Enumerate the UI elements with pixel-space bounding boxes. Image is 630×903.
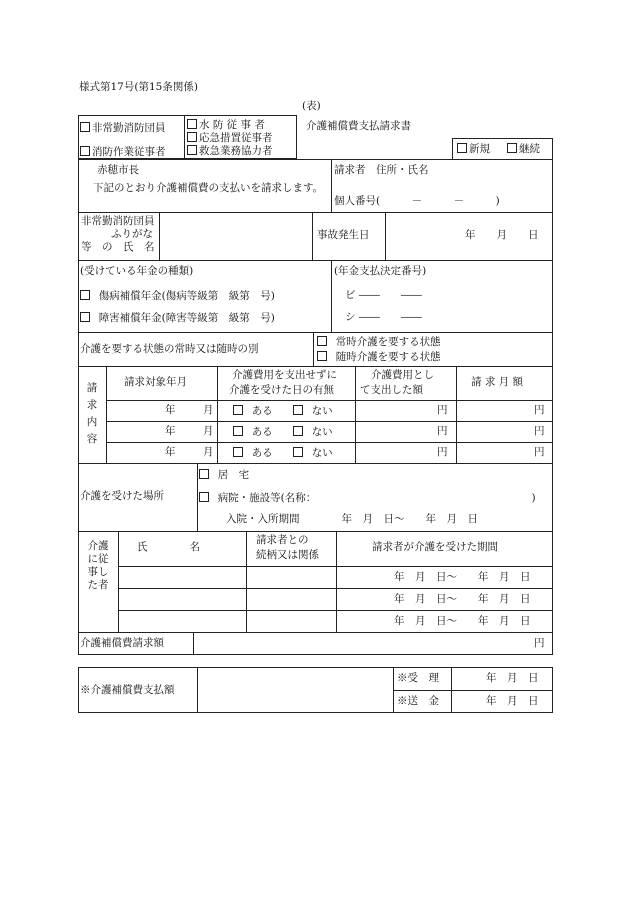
- place-facility-checkbox[interactable]: [199, 492, 536, 504]
- place-label: 介護を受けた場所: [80, 490, 164, 502]
- claim-row-amount-yen: 円: [437, 446, 448, 458]
- caregiver-col-relation-1: 請求者との: [256, 534, 309, 546]
- personal-number-field[interactable]: 個人番号( － － ): [334, 195, 500, 207]
- caregiver-col-period: 請求者が介護を受けた期間: [372, 541, 498, 553]
- addressee: 赤穂市長: [97, 164, 139, 176]
- caregiver-side-label: 介護に従事した者: [87, 540, 109, 591]
- caregiver-col-relation-2: 続柄又は関係: [256, 549, 319, 561]
- claim-col-month: 請求対象年月: [124, 376, 187, 388]
- request-body: 下記のとおり介護補償費の支払いを請求します。: [93, 182, 324, 194]
- category-emergency-checkbox[interactable]: [187, 132, 273, 144]
- claim-row-claim-yen: 円: [534, 425, 545, 437]
- claim-col-noexpense-1: 介護費用を支出せずに: [232, 369, 337, 381]
- category-flood-label: 水 防 従 事 者: [199, 119, 265, 131]
- pension-type-label: (受けている年金の種類): [80, 265, 194, 277]
- yes-label: ある: [251, 405, 273, 417]
- name-label-3: 等 の 氏 名: [81, 241, 155, 253]
- form-number: 様式第17号(第15条関係): [79, 81, 198, 93]
- pension-code-shi[interactable]: シ ―― ――: [345, 311, 422, 323]
- total-label: 介護補償費請求額: [80, 637, 164, 649]
- no-label: ない: [311, 405, 333, 417]
- care-always-label: 常時介護を要する状態: [335, 336, 441, 348]
- yes-label: ある: [251, 447, 273, 459]
- place-home-checkbox[interactable]: [199, 469, 249, 481]
- claim-col-claim: 請 求 月 額: [471, 376, 524, 388]
- name-label-1: 非常勤消防団員: [81, 215, 155, 227]
- claim-row-amount-yen: 円: [437, 404, 448, 416]
- claim-col-amount-2: て支出した額: [360, 384, 423, 396]
- claim-side-label: 請求内容: [86, 382, 98, 445]
- category-rescue-label: 救急業務協力者: [199, 145, 273, 157]
- continue-checkbox[interactable]: [507, 143, 540, 155]
- received-date[interactable]: 年 月 日: [486, 672, 539, 684]
- pension-decision-label: (年金支払決定番号): [334, 265, 427, 277]
- name-field[interactable]: [162, 214, 310, 258]
- claim-row-no-checkbox[interactable]: [293, 447, 333, 459]
- total-yen: 円: [534, 637, 545, 649]
- no-label: ない: [311, 447, 333, 459]
- category-rescue-checkbox[interactable]: [187, 145, 273, 157]
- pension-disability-checkbox[interactable]: [80, 312, 275, 324]
- claim-row-claim-yen: 円: [534, 404, 545, 416]
- pension-disability-label: 障害補償年金(障害等級第 級第 号): [98, 312, 275, 324]
- pension-code-bi[interactable]: ビ ―― ――: [345, 289, 422, 301]
- category-volunteer-checkbox[interactable]: [80, 122, 166, 134]
- claim-row-month: 月: [203, 446, 214, 458]
- claim-row-yes-checkbox[interactable]: [233, 447, 273, 459]
- claim-row-yes-checkbox[interactable]: [233, 405, 273, 417]
- yes-label: ある: [251, 426, 273, 438]
- accident-date-field[interactable]: 年 月 日: [465, 229, 539, 241]
- category-volunteer-label: 非常勤消防団員: [92, 122, 166, 134]
- side-label: (表): [302, 100, 321, 112]
- care-occasional-checkbox[interactable]: [317, 351, 441, 363]
- place-period: 入院・入所期間 年 月 日～ 年 月 日: [226, 513, 478, 525]
- claim-row-month: 月: [203, 425, 214, 437]
- claim-row-year: 年: [165, 425, 176, 437]
- name-label-furigana: ふりがな: [111, 228, 153, 240]
- category-flood-checkbox[interactable]: [187, 119, 265, 131]
- claim-row-year: 年: [165, 404, 176, 416]
- category-work-label: 消防作業従事者: [92, 146, 166, 158]
- claim-row-amount-yen: 円: [437, 425, 448, 437]
- no-label: ない: [311, 426, 333, 438]
- category-emergency-label: 応急措置従事者: [199, 132, 273, 144]
- care-state-label: 介護を要する状態の常時又は随時の別: [80, 343, 259, 355]
- caregiver-period-row[interactable]: 年 月 日～ 年 月 日: [394, 593, 531, 605]
- pension-injury-checkbox[interactable]: [80, 290, 275, 302]
- claim-row-month: 月: [203, 404, 214, 416]
- caregiver-period-row[interactable]: 年 月 日～ 年 月 日: [394, 615, 531, 627]
- claim-row-year: 年: [165, 446, 176, 458]
- claim-row-claim-yen: 円: [534, 446, 545, 458]
- caregiver-period-row[interactable]: 年 月 日～ 年 月 日: [394, 571, 531, 583]
- payment-label: ※介護補償費支払額: [80, 684, 175, 696]
- form-title: 介護補償費支払請求書: [306, 120, 411, 132]
- continue-label: 継続: [519, 143, 540, 155]
- claim-col-amount-1: 介護費用とし: [371, 369, 434, 381]
- category-work-checkbox[interactable]: [80, 146, 166, 158]
- claim-row-yes-checkbox[interactable]: [233, 426, 273, 438]
- place-facility-label: 病院・施設等(名称： ): [217, 492, 536, 504]
- applicant-label: 請求者 住所・氏名: [334, 164, 429, 176]
- pension-injury-label: 傷病補償年金(傷病等級第 級第 号): [98, 290, 275, 302]
- claim-col-noexpense-2: 介護を受けた日の有無: [229, 384, 334, 396]
- sent-label: ※送 金: [397, 695, 439, 707]
- caregiver-col-name: 氏 名: [137, 541, 200, 553]
- care-always-checkbox[interactable]: [317, 336, 441, 348]
- new-checkbox[interactable]: [457, 143, 490, 155]
- place-home-label: 居 宅: [217, 469, 250, 481]
- received-label: ※受 理: [397, 672, 439, 684]
- claim-row-no-checkbox[interactable]: [293, 426, 333, 438]
- sent-date[interactable]: 年 月 日: [486, 695, 539, 707]
- claim-row-no-checkbox[interactable]: [293, 405, 333, 417]
- accident-date-label: 事故発生日: [317, 229, 370, 241]
- care-occasional-label: 随時介護を要する状態: [335, 351, 441, 363]
- new-label: 新規: [469, 143, 490, 155]
